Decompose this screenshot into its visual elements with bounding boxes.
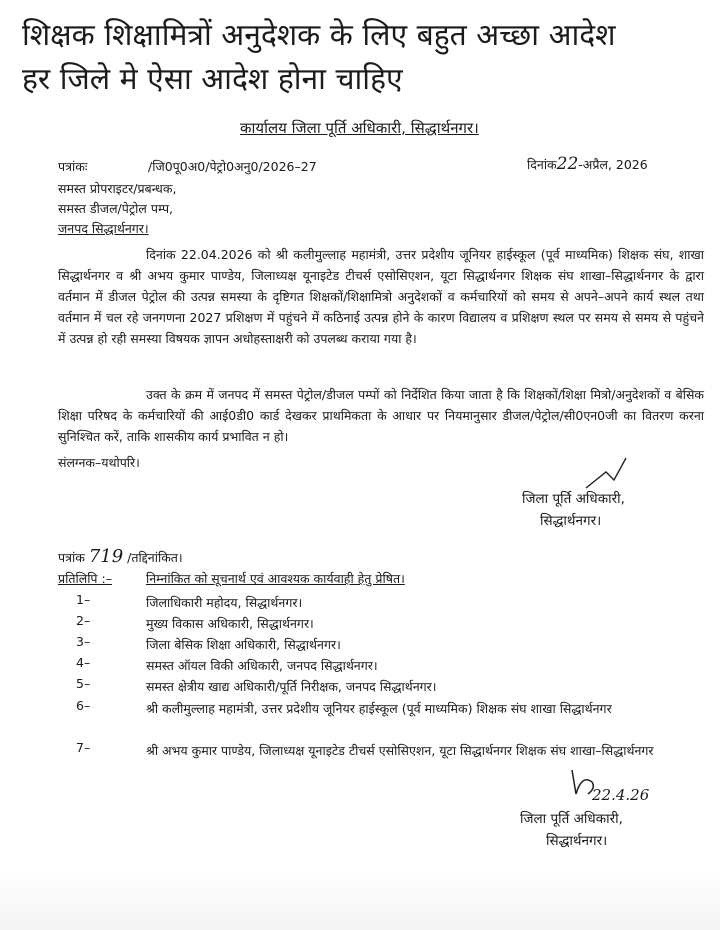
cc-item-number: 2– bbox=[76, 613, 91, 628]
signature-stroke bbox=[572, 770, 593, 794]
official-letter bbox=[0, 110, 720, 930]
date-prefix: दिनांक bbox=[527, 157, 557, 172]
cc-intro: निम्नांकित को सूचनार्थ एवं आवश्यक कार्यवाही हेतु प्रेषित। bbox=[146, 571, 405, 586]
cc-item-text: मुख्य विकास अधिकारी, सिद्धार्थनगर। bbox=[146, 616, 314, 631]
signature-mark bbox=[584, 454, 628, 490]
cc-item-text: समस्त ऑयल विकी अधिकारी, जनपद सिद्धार्थनगर। bbox=[146, 658, 378, 673]
reference-label: पत्रांकः bbox=[58, 159, 88, 174]
cc-item-number: 5– bbox=[76, 676, 91, 691]
body-paragraph-2: उक्त के क्रम में जनपद में समस्त पेट्रोल/डीजल पम्पों को निर्देशित किया जाता है कि शिक्षकों/शिक्षा मित्रो/अनुदेशकों व बेसिक शिक्षा परिषद के कर्मचारियों की आई0डी0 कार्ड देखकर प्राथमिकता के आधार पर नियमानुसार डीजल/पेट्रोल/सी0एन0जी का वितरण करना सुनिश्चित करें, ताकि शासकीय कार्य प्रभावित न हो। bbox=[58, 387, 704, 444]
cc-item-text: श्री अभय कुमार पाण्डेय, जिलाध्यक्ष यूनाइटेड टीचर्स एसोसिएशन, यूटा सिद्धार्थनगर शिक्षक संघ शाखा–सिद्धार्थनगर bbox=[146, 743, 654, 758]
signature-date-handwritten: 22.4.26 bbox=[592, 786, 650, 804]
signatory-location: सिद्धार्थनगर। bbox=[540, 513, 602, 529]
enclosure-note: संलग्नक–यथोपरि। bbox=[58, 455, 140, 470]
addressee-line-1: समस्त प्रोपराइटर/प्रबन्धक, bbox=[58, 181, 177, 196]
cc-item-number: 3– bbox=[76, 634, 91, 649]
office-heading: कार्यालय जिला पूर्ति अधिकारी, सिद्धार्थनगर। bbox=[240, 119, 479, 137]
cc-item-text: समस्त क्षेत्रीय खाद्य अधिकारी/पूर्ति निरीक्षक, जनपद सिद्धार्थनगर। bbox=[146, 679, 437, 694]
cc-item-number: 7– bbox=[76, 740, 91, 755]
page-bottom-shade bbox=[0, 868, 720, 930]
date-suffix: -अप्रैल, 2026 bbox=[578, 157, 648, 172]
cc-item-text: जिलाधिकारी महोदय, सिद्धार्थनगर। bbox=[146, 595, 303, 610]
signatory-location: सिद्धार्थनगर। bbox=[546, 833, 608, 849]
cc-item-number: 1– bbox=[76, 592, 91, 607]
cc-item-text: जिला बेसिक शिक्षा अधिकारी, सिद्धार्थनगर। bbox=[146, 637, 341, 652]
reference-2 bbox=[58, 546, 183, 567]
reference-2-handwritten: 719 bbox=[88, 546, 124, 567]
cc-label: प्रतिलिपि :– bbox=[58, 571, 112, 586]
signature-block-1 bbox=[522, 488, 625, 532]
headline-line-2: हर जिले मे ऐसा आदेश होना चाहिए bbox=[22, 62, 403, 97]
cc-item-number: 4– bbox=[76, 655, 91, 670]
signatory-title: जिला पूर्ति अधिकारी, bbox=[520, 811, 623, 827]
headline-line-1: शिक्षक शिक्षामित्रों अनुदेशक के लिए बहुत अच्छा आदेश bbox=[22, 18, 616, 53]
body-paragraph-1: दिनांक 22.04.2026 को श्री कलीमुल्लाह महामंत्री, उत्तर प्रदेशीय जूनियर हाईस्कूल (पूर्व माध्यमिक) शिक्षक संघ, शाखा सिद्धार्थनगर व श्री अभय कुमार पाण्डेय, जिलाध्यक्ष यूनाइटेड टीचर्स एसोसिएशन, यूटा सिद्धार्थनगर शिक्षक संघ शाखा–सिद्धार्थनगर के द्वारा वर्तमान में डीजल पेट्रोल की उत्पन्न समस्या के दृष्टिगत शिक्षकों/शिक्षामित्रो अनुदेशकों व कर्मचारियों को समय से अपने–अपने कार्य स्थल तथा वर्तमान में चल रहे जनगणना 2027 प्रशिक्षण में पहुंचने में कठिनाई उत्पन्न होने के कारण विद्यालय व प्रशिक्षण स्थल पर समय से समय से पहुंचने में उत्पन्न हो रही समस्या विषयक ज्ञापन अधोहस्ताक्षरी को उपलब्ध कराया गया है। bbox=[58, 247, 704, 346]
addressee-line-3: जनपद सिद्धार्थनगर। bbox=[58, 221, 149, 236]
addressee-line-2: समस्त डीजल/पेट्रोल पम्प, bbox=[58, 201, 174, 216]
signature-block-2 bbox=[520, 808, 623, 852]
signature-stroke bbox=[586, 458, 626, 488]
cc-item-text: श्री कलीमुल्लाह महामंत्री, उत्तर प्रदेशीय जूनियर हाईस्कूल (पूर्व माध्यमिक) शिक्षक संघ शाखा सिद्धार्थनगर bbox=[146, 701, 612, 716]
cc-item-number: 6– bbox=[76, 698, 91, 713]
signatory-title: जिला पूर्ति अधिकारी, bbox=[522, 491, 625, 507]
reference-2-suffix: /तद्दिनांकित। bbox=[127, 550, 183, 565]
reference-2-label: पत्रांक bbox=[58, 550, 85, 565]
headline bbox=[22, 14, 712, 102]
letter-date bbox=[527, 154, 648, 174]
date-handwritten: 22 bbox=[556, 154, 579, 174]
reference-number: /जि0पू0अ0/पेट्रो0अनु0/2026–27 bbox=[148, 159, 317, 174]
